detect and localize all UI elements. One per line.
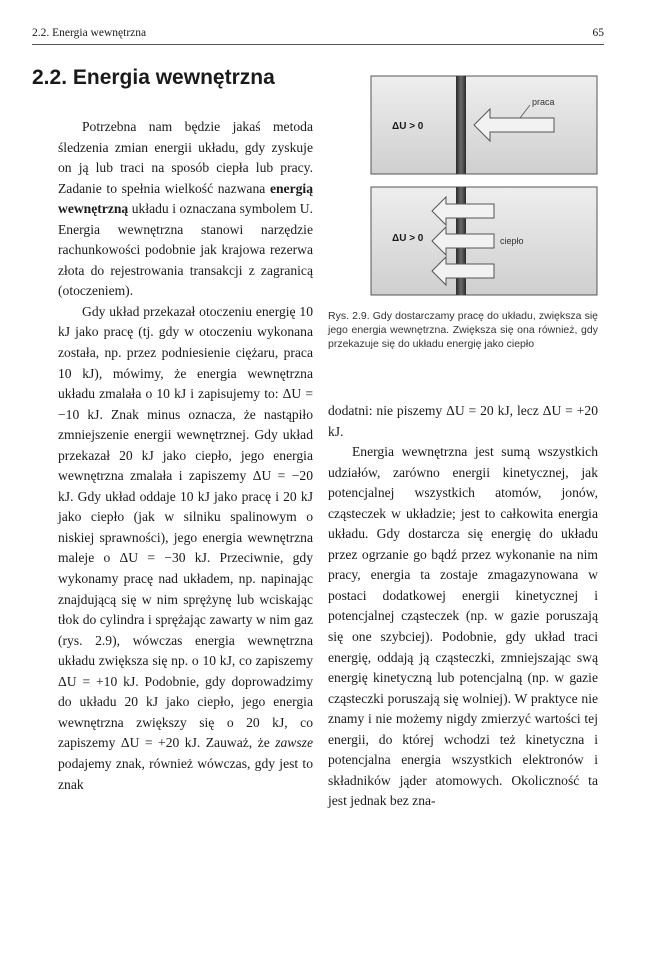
work-wall xyxy=(456,76,466,174)
section-title: 2.2. Energia wewnętrzna xyxy=(32,66,275,89)
paragraph-1: Potrzebna nam będzie jakaś metoda śledzenia zmian energii układu, gdy zyskuje on ją lub traci na sposób ciepła lub pracy. Zadanie to spełnia wielkość nazwana energią wewnętrzną układu i oznaczana symbolem U. Energia wewnętrzna stanowi narzędzie rachunkowości podobnie jak krajowa rezerwa złota do rejestrowania transakcji z zagranicą (otoczeniem). xyxy=(58,119,313,299)
figure-caption: Rys. 2.9. Gdy dostarczamy pracę do układu, zwiększa się jego energia wewnętrzna. Zwiększa się ona również, gdy przekazuje się do układu energię jako ciepło xyxy=(328,310,598,350)
heat-label: ciepło xyxy=(500,236,524,246)
right-column xyxy=(328,401,598,812)
heat-delta-u: ΔU > 0 xyxy=(392,233,424,244)
page-number: 65 xyxy=(592,27,604,39)
work-label: praca xyxy=(532,97,555,107)
paragraph-2: Gdy układ przekazał otoczeniu energię 10 kJ jako pracę (tj. gdy w otoczeniu wykonana została, np. przez podniesienie ciężaru, praca 10 kJ), mówimy, że energia wewnętrzna układu zmalała o 10 kJ i zapisujemy to: ΔU = −10 kJ. Znak minus oznacza, że nastąpiło zmniejszenie energii wewnętrznej. Gdy układ przekazał 20 kJ jako ciepło, jego energia wewnętrzna zmalała i zapiszemy ΔU = −20 kJ. Gdy układ oddaje 10 kJ jako pracę i 20 kJ jako ciepło (jak w silniku spalinowym o niskiej sprawności), jego energia wewnętrzna maleje o ΔU = −30 kJ. Przeciwnie, gdy wykonamy pracę nad układem, np. napinając znajdującą się w nim sprężynę lub wciskając tłok do cylindra i sprężając zawarty w nim gaz (rys. 2.9), wówczas energia wewnętrzna układu zwiększa się np. o 10 kJ, co zapiszemy ΔU = +10 kJ. Podobnie, gdy doprowadzimy do układu 20 kJ jako ciepło, jego energia wewnętrzna zwiększy się o 20 kJ, co zapiszemy ΔU = +20 kJ. Zauważ, że zawsze podajemy znak, również wówczas, gdy jest to znak xyxy=(58,303,313,792)
work-delta-u: ΔU > 0 xyxy=(392,121,424,132)
running-header xyxy=(32,27,604,43)
left-column xyxy=(58,117,313,795)
paragraph-4: Energia wewnętrzna jest sumą wszystkich udziałów, zarówno energii kinetycznej, jak potencjalnej wszystkich atomów, jonów, cząsteczek w układzie; jest to całkowita energia układu. Gdy dostarcza się energię do układu przez ogrzanie go bądź przez wykonanie na nim pracy, energia ta zostaje zmagazynowana w postaci dodatkowej energii kinetycznej i potencjalnej cząsteczek (np. w gazie poruszają się one szybciej). Podobnie, gdy układ traci energię, oddają ją cząsteczki, zmniejszając swą energię kinetyczną lub potencjalną (np. w gazie cząsteczki poruszają się wolniej). W praktyce nie znamy i nie możemy nigdy zmierzyć wartości tej energii, do której wchodzi też kinetyczna i potencjalna energia wszystkich elektronów i składników jąder atomowych. Okoliczność ta jest jednak bez zna- xyxy=(328,444,598,809)
header-rule xyxy=(32,44,604,45)
figure-2-9 xyxy=(370,75,598,297)
running-header-section: 2.2. Energia wewnętrzna xyxy=(32,27,147,39)
paragraph-3: dodatni: nie piszemy ΔU = 20 kJ, lecz ΔU = +20 kJ. xyxy=(328,403,598,439)
emphasis-always: zawsze xyxy=(275,735,313,751)
term-internal-energy: energią wewnętrzną xyxy=(58,180,313,217)
